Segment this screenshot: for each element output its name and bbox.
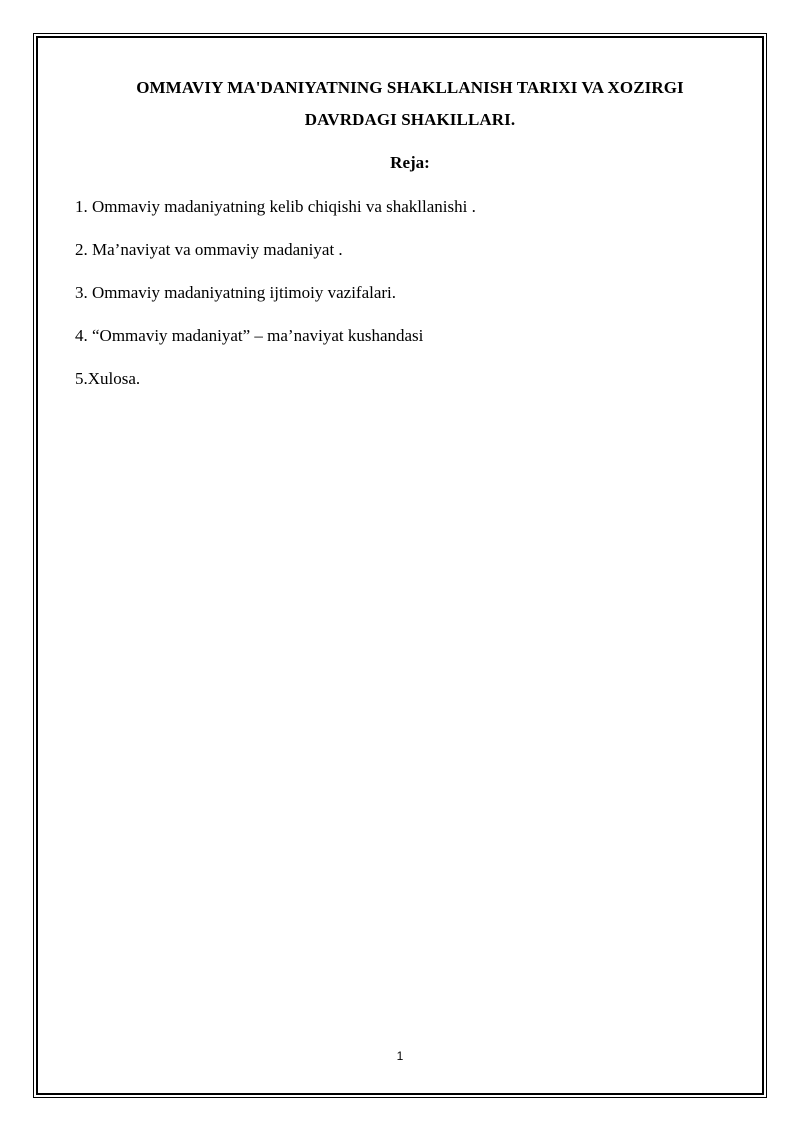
page-border-inner bbox=[36, 36, 764, 1095]
plan-item-2: 2. Ma’naviyat va ommaviy madaniyat . bbox=[75, 240, 343, 259]
plan-item-5: 5.Xulosa. bbox=[75, 369, 141, 388]
plan-item-4: 4. “Ommaviy madaniyat” – ma’naviyat kushandasi bbox=[75, 326, 424, 345]
document-title bbox=[60, 72, 760, 136]
plan-heading: Reja: bbox=[390, 153, 430, 172]
page-number: 1 bbox=[396, 1049, 404, 1063]
document-title-line-1: OMMAVIY MA'DANIYATNING SHAKLLANISH TARIXI VA XOZIRGI bbox=[136, 78, 684, 97]
plan-item-3: 3. Ommaviy madaniyatning ijtimoiy vazifalari. bbox=[75, 283, 397, 302]
plan-item-1: 1. Ommaviy madaniyatning kelib chiqishi va shakllanishi . bbox=[75, 197, 476, 216]
plan-list bbox=[75, 196, 735, 411]
document-title-line-2: DAVRDAGI SHAKILLARI. bbox=[304, 110, 516, 129]
